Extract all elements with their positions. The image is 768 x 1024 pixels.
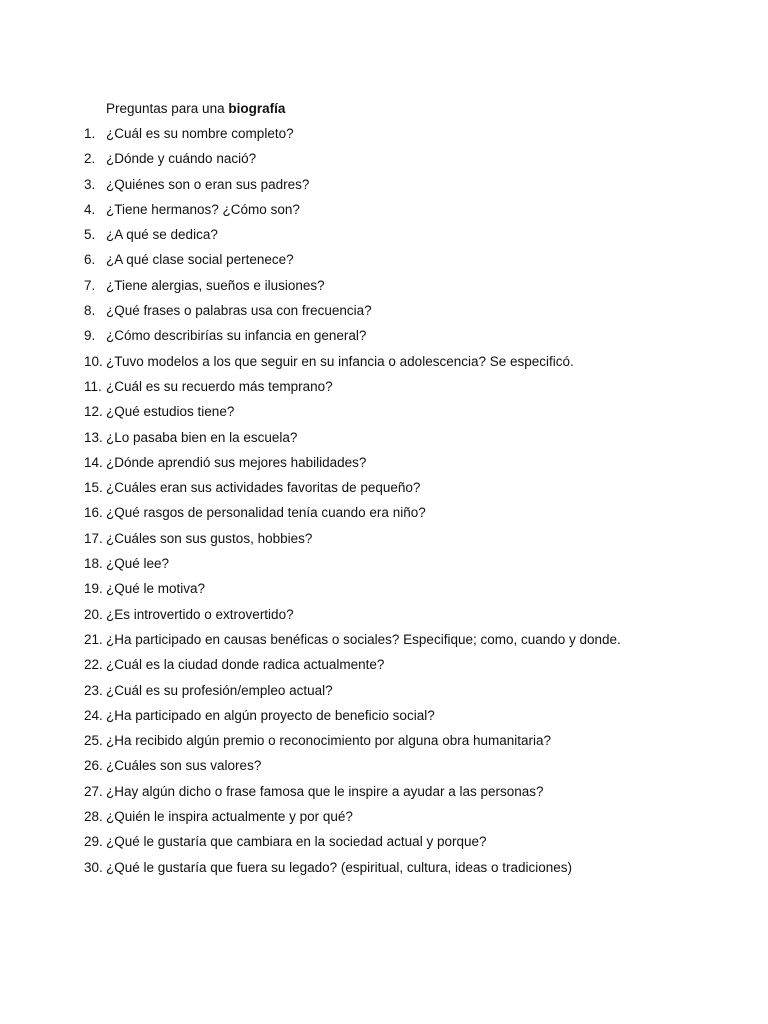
question-number: 3. bbox=[84, 176, 96, 192]
question-number: 27. bbox=[84, 783, 103, 799]
question-text: ¿Es introvertido o extrovertido? bbox=[106, 606, 294, 622]
question-text: ¿Qué rasgos de personalidad tenía cuando era niño? bbox=[106, 505, 426, 521]
title-prefix: Preguntas para una bbox=[106, 101, 229, 116]
question-text: ¿Cuál es su profesión/empleo actual? bbox=[106, 682, 333, 698]
question-number: 26. bbox=[84, 758, 103, 774]
question-text: ¿Tiene alergias, sueños e ilusiones? bbox=[106, 277, 325, 293]
question-text: ¿A qué clase social pertenece? bbox=[106, 252, 294, 268]
question-text: ¿Qué estudios tiene? bbox=[106, 404, 235, 420]
question-text: ¿Quién le inspira actualmente y por qué? bbox=[106, 809, 353, 825]
question-text: ¿Cuáles son sus gustos, hobbies? bbox=[106, 530, 313, 546]
question-text: ¿Qué frases o palabras usa con frecuencia? bbox=[106, 303, 372, 319]
question-number: 13. bbox=[84, 429, 103, 445]
question-number: 16. bbox=[84, 505, 103, 521]
question-text: ¿Qué le motiva? bbox=[106, 581, 206, 597]
question-number: 5. bbox=[84, 227, 96, 243]
question-text: ¿A qué se dedica? bbox=[106, 227, 218, 243]
question-number: 23. bbox=[84, 682, 103, 698]
title-bold-word: biografía bbox=[228, 101, 286, 116]
question-number: 2. bbox=[84, 151, 96, 167]
question-number: 12. bbox=[84, 404, 103, 420]
question-number: 15. bbox=[84, 480, 103, 496]
question-number: 11. bbox=[84, 378, 102, 394]
question-number: 21. bbox=[84, 631, 103, 647]
question-number: 9. bbox=[84, 328, 96, 344]
question-number: 24. bbox=[84, 707, 103, 723]
question-text: ¿Cuáles eran sus actividades favoritas de pequeño? bbox=[106, 480, 421, 496]
question-number: 17. bbox=[84, 530, 103, 546]
question-number: 10. bbox=[84, 353, 103, 369]
question-text: ¿Cuál es la ciudad donde radica actualmente? bbox=[106, 657, 385, 673]
question-text: ¿Ha participado en algún proyecto de beneficio social? bbox=[106, 707, 435, 723]
question-text: ¿Ha recibido algún premio o reconocimiento por alguna obra humanitaria? bbox=[106, 733, 552, 749]
question-text: ¿Dónde y cuándo nació? bbox=[106, 151, 257, 167]
question-number: 7. bbox=[84, 277, 96, 293]
question-number: 25. bbox=[84, 733, 103, 749]
document-title bbox=[106, 100, 285, 118]
question-number: 20. bbox=[84, 606, 103, 622]
question-text: ¿Quiénes son o eran sus padres? bbox=[106, 176, 310, 192]
question-number: 6. bbox=[84, 252, 96, 268]
question-text: ¿Cuál es su recuerdo más temprano? bbox=[106, 378, 333, 394]
question-number: 1. bbox=[84, 126, 96, 141]
question-number: 28. bbox=[84, 809, 103, 825]
question-text: ¿Lo pasaba bien en la escuela? bbox=[106, 429, 298, 445]
question-number: 29. bbox=[84, 834, 103, 850]
question-text: ¿Cuál es su nombre completo? bbox=[106, 126, 294, 141]
question-text: ¿Qué le gustaría que fuera su legado? (espiritual, cultura, ideas o tradiciones) bbox=[106, 859, 573, 875]
question-number: 14. bbox=[84, 454, 103, 470]
question-text: ¿Hay algún dicho o frase famosa que le inspire a ayudar a las personas? bbox=[106, 783, 544, 799]
question-text: ¿Cómo describirías su infancia en general? bbox=[106, 328, 367, 344]
question-text: ¿Dónde aprendió sus mejores habilidades? bbox=[106, 454, 367, 470]
question-number: 18. bbox=[84, 556, 103, 572]
question-number: 4. bbox=[84, 201, 96, 217]
question-text: ¿Qué lee? bbox=[106, 556, 170, 572]
question-text: ¿Tuvo modelos a los que seguir en su infancia o adolescencia? Se especificó. bbox=[106, 353, 574, 369]
question-text: ¿Qué le gustaría que cambiara en la sociedad actual y porque? bbox=[106, 834, 487, 850]
question-text: ¿Ha participado en causas benéficas o sociales? Especifique; como, cuando y donde. bbox=[106, 631, 621, 647]
question-text: ¿Tiene hermanos? ¿Cómo son? bbox=[106, 201, 300, 217]
question-text: ¿Cuáles son sus valores? bbox=[106, 758, 262, 774]
question-number: 30. bbox=[84, 859, 103, 875]
question-number: 8. bbox=[84, 303, 96, 319]
question-number: 19. bbox=[84, 581, 103, 597]
question-number: 22. bbox=[84, 657, 103, 673]
